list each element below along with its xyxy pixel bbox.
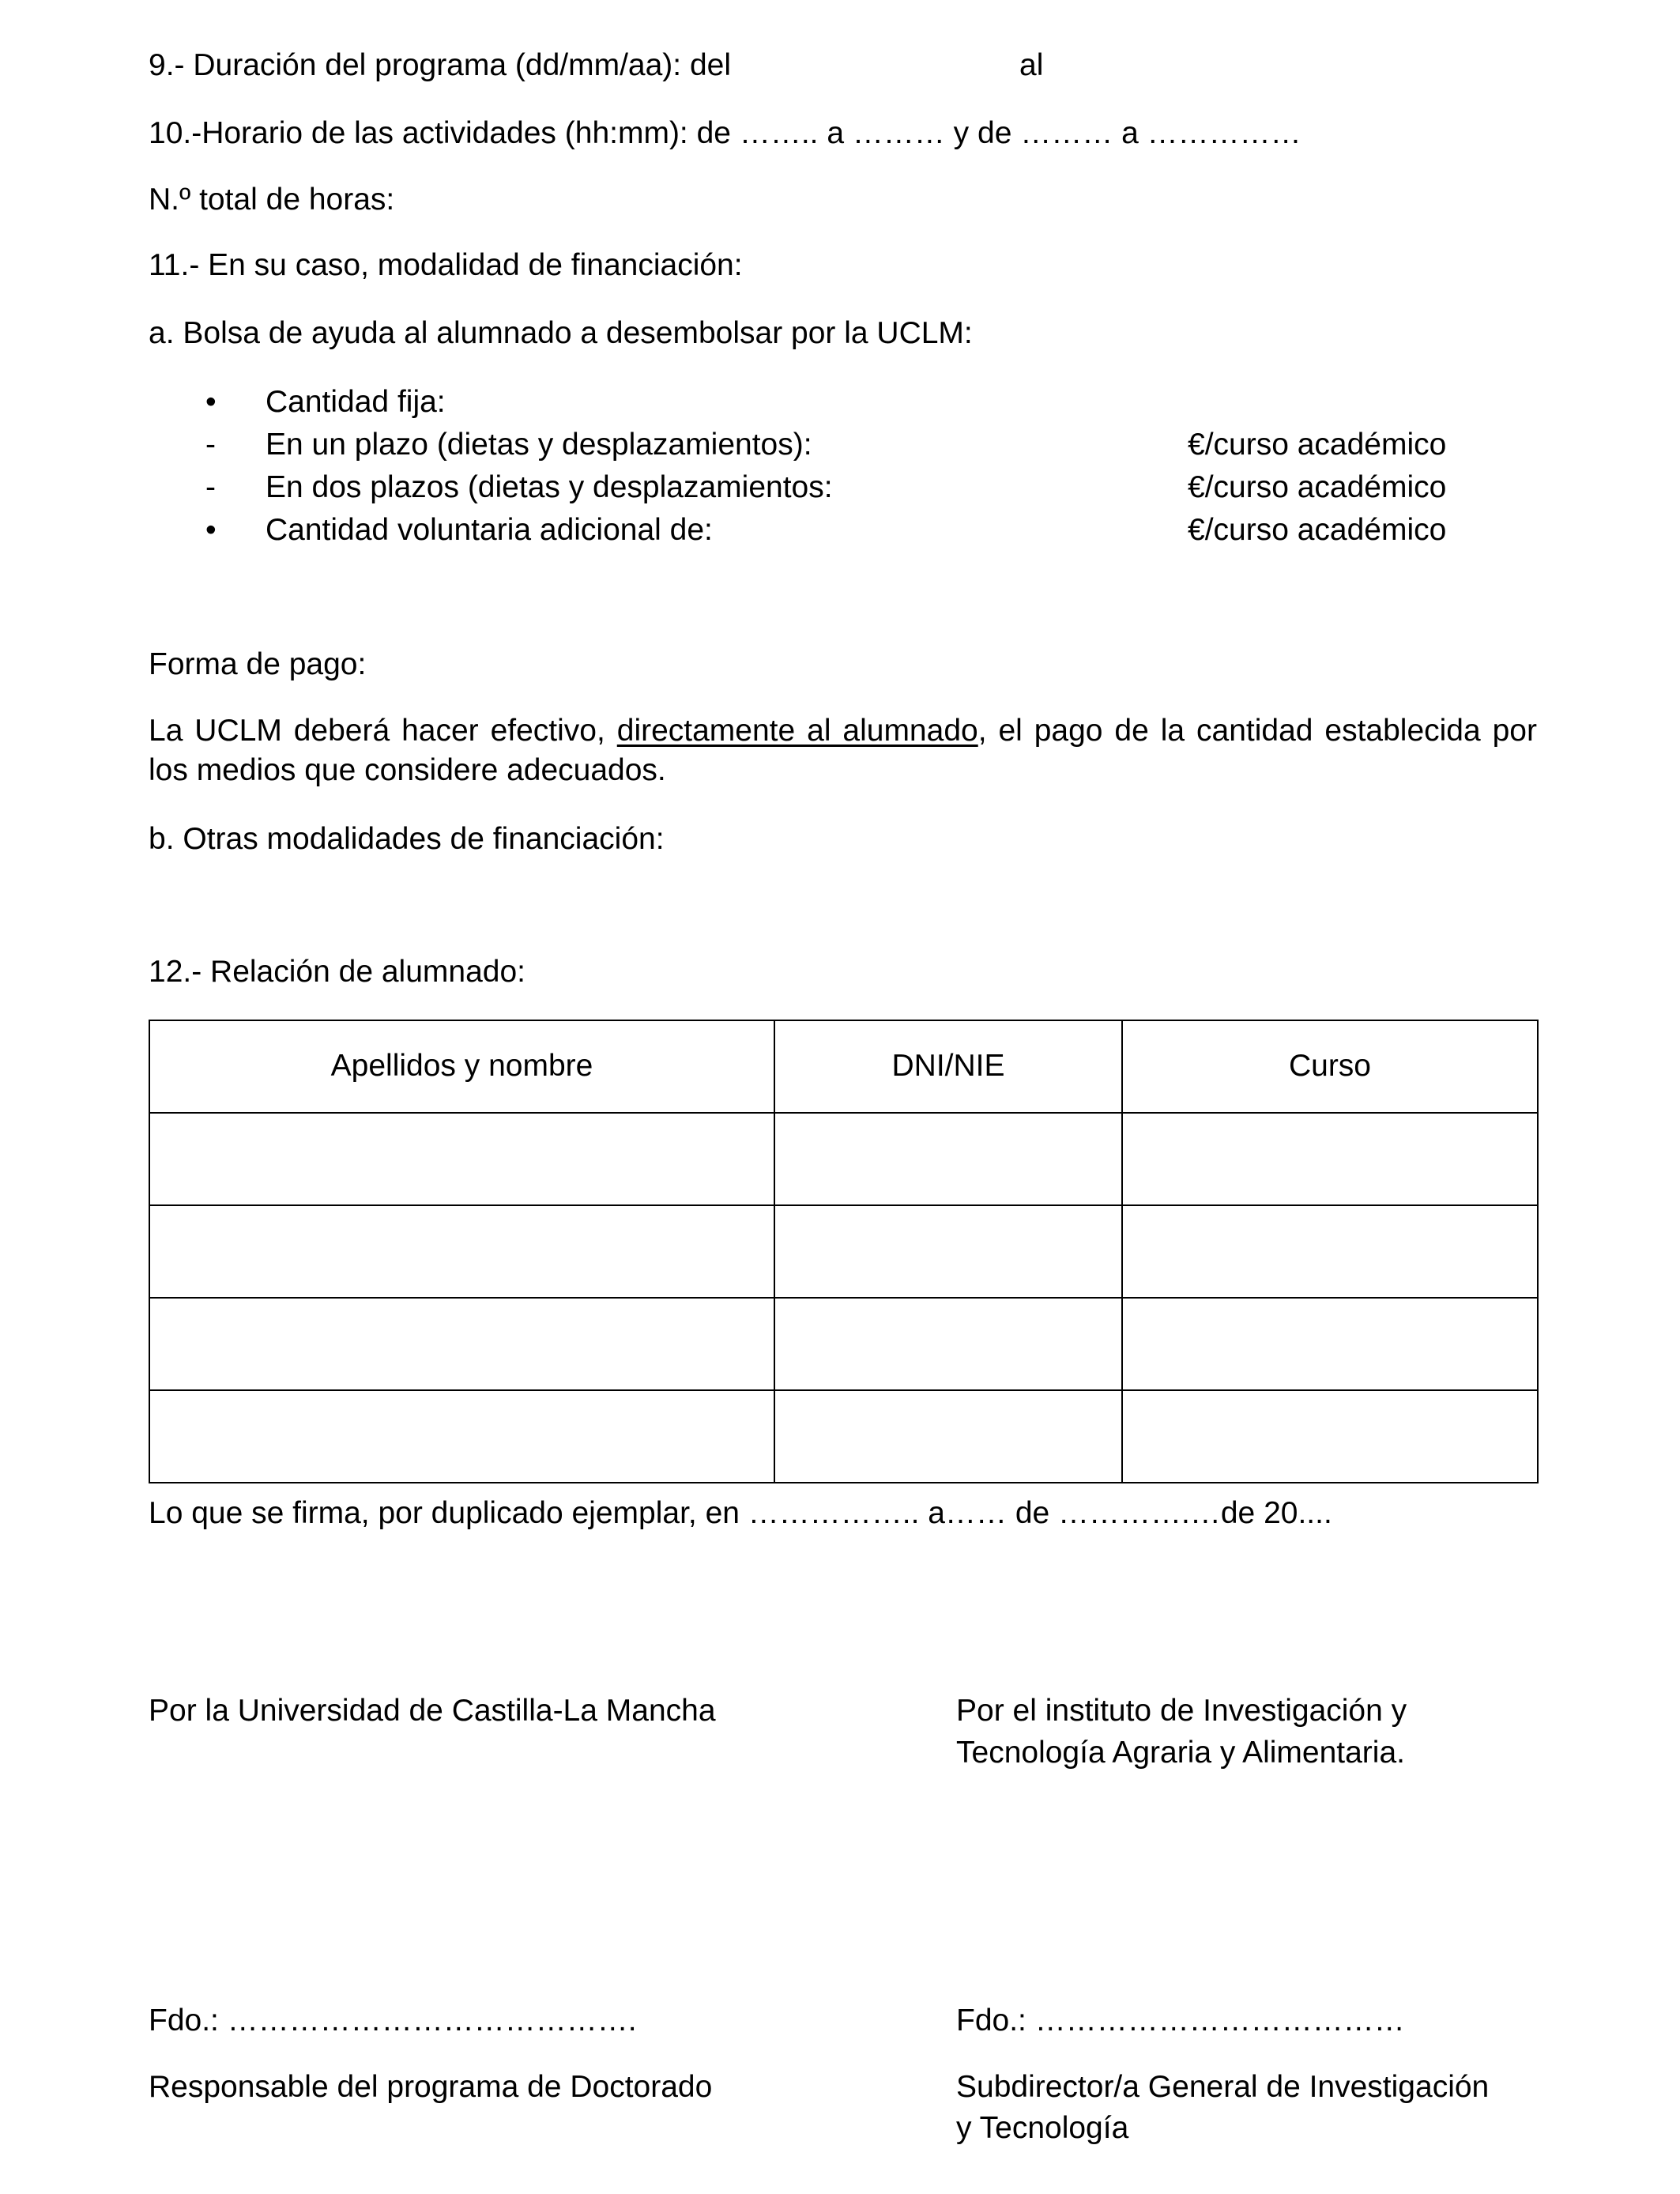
table-cell[interactable] <box>774 1205 1122 1298</box>
paragraph-text: La UCLM deberá hacer efectivo, <box>149 714 617 748</box>
list-item-unit: €/curso académico <box>1188 513 1447 547</box>
table-cell[interactable] <box>149 1205 774 1298</box>
firma-line: Lo que se firma, por duplicado ejemplar, en …………….. a…… de ………….…de 20.... <box>149 1496 1332 1530</box>
table-row <box>149 1298 1538 1390</box>
table-row <box>149 1113 1538 1205</box>
signature-right-role-line1: Subdirector/a General de Investigación <box>956 2070 1490 2104</box>
bullet-marker: • <box>205 385 217 419</box>
table-cell[interactable] <box>774 1298 1122 1390</box>
list-item-text: En un plazo (dietas y desplazamientos): <box>266 428 812 462</box>
signature-right-entity-line2: Tecnología Agraria y Alimentaria. <box>956 1736 1405 1770</box>
item12-label: 12.- Relación de alumnado: <box>149 955 525 989</box>
list-item-text: Cantidad voluntaria adicional de: <box>266 513 713 547</box>
table-cell[interactable] <box>1122 1390 1538 1483</box>
otras-modalidades-label: b. Otras modalidades de financiación: <box>149 822 665 856</box>
item9-al: al <box>1019 48 1044 82</box>
paragraph-text: , el pago de la cantidad establecida por los medios que considere adecuados. <box>149 714 1537 787</box>
underlined-phrase: directamente al alumnado <box>616 714 978 748</box>
forma-pago-paragraph <box>149 711 1537 790</box>
total-horas-label: N.º total de horas: <box>149 183 395 217</box>
bolsa-heading: a. Bolsa de ayuda al alumnado a desembolsar por la UCLM: <box>149 316 973 350</box>
table-cell[interactable] <box>1122 1205 1538 1298</box>
item11-label: 11.- En su caso, modalidad de financiación: <box>149 248 743 282</box>
list-item-text: En dos plazos (dietas y desplazamientos: <box>266 470 833 504</box>
signature-right-fdo: Fdo.: ……………………………… <box>956 2004 1405 2038</box>
table-cell[interactable] <box>1122 1113 1538 1205</box>
table-header-row <box>149 1020 1538 1113</box>
list-item-unit: €/curso académico <box>1188 470 1447 504</box>
table-cell[interactable] <box>774 1390 1122 1483</box>
bullet-marker: • <box>205 513 217 547</box>
table-cell[interactable] <box>774 1113 1122 1205</box>
item10-label: 10.-Horario de las actividades (hh:mm): de …….. a ……… y de ……… a …………… <box>149 116 1301 150</box>
signature-left-entity: Por la Universidad de Castilla-La Mancha <box>149 1694 716 1728</box>
bullet-marker: - <box>205 428 216 462</box>
signature-left-role: Responsable del programa de Doctorado <box>149 2070 713 2104</box>
list-item-text: Cantidad fija: <box>266 385 446 419</box>
table-row <box>149 1205 1538 1298</box>
table-cell[interactable] <box>149 1298 774 1390</box>
signature-left-fdo: Fdo.: …………………………………. <box>149 2004 637 2038</box>
table-cell[interactable] <box>1122 1298 1538 1390</box>
signature-right-entity-line1: Por el instituto de Investigación y <box>956 1694 1407 1728</box>
signature-right-role-line2: y Tecnología <box>956 2111 1129 2145</box>
bullet-marker: - <box>205 470 216 504</box>
list-item-unit: €/curso académico <box>1188 428 1447 462</box>
column-header: DNI/NIE <box>774 1020 1122 1113</box>
column-header: Apellidos y nombre <box>149 1020 774 1113</box>
alumnado-table <box>149 1020 1539 1483</box>
forma-pago-heading: Forma de pago: <box>149 647 367 681</box>
column-header: Curso <box>1122 1020 1538 1113</box>
table-cell[interactable] <box>149 1390 774 1483</box>
item9-label: 9.- Duración del programa (dd/mm/aa): del <box>149 48 731 82</box>
table-cell[interactable] <box>149 1113 774 1205</box>
table-row <box>149 1390 1538 1483</box>
